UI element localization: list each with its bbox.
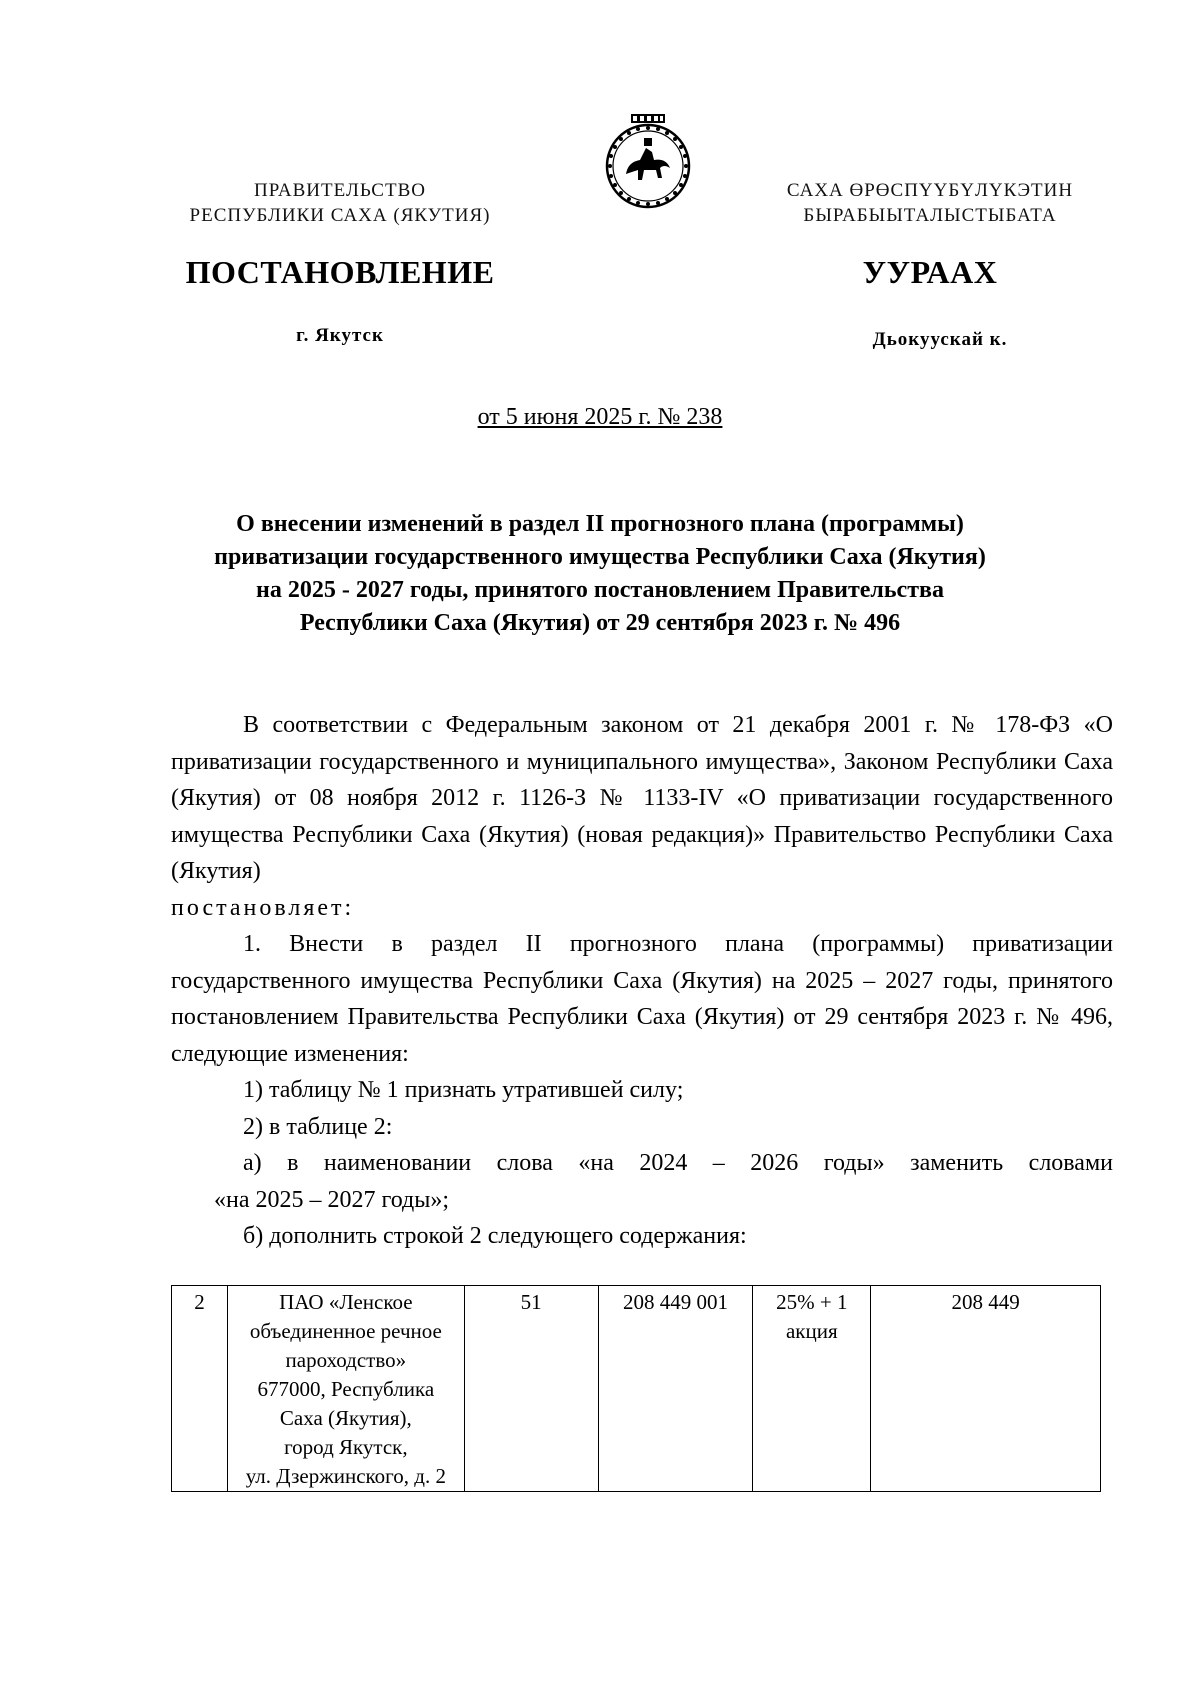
name-line-3: пароходство» — [285, 1348, 407, 1372]
document-date-number: от 5 июня 2025 г. № 238 — [477, 404, 723, 430]
left-org-name — [150, 178, 530, 228]
cell-col-5 — [753, 1286, 871, 1492]
left-org-line-2: РЕСПУБЛИКИ САХА (ЯКУТИЯ) — [189, 205, 491, 226]
col5-line-1: 25% + 1 — [776, 1290, 848, 1314]
title-line-3: на 2025 - 2027 годы, принятого постановлением Правительства — [256, 577, 944, 603]
title-line-2: приватизации государственного имущества Республики Саха (Якутия) — [214, 544, 986, 570]
sub-item-2: 2) в таблице 2: — [243, 1113, 393, 1140]
item-1-paragraph: 1. Внести в раздел II прогнозного плана (программы) приватизации государственного имущества Республики Саха (Якутия) на 2025 – 2027 годы, принятого постановлением Правительства Республики Саха (Якутия) от 29 сентября 2023 г. № 496, следующие изменения: — [171, 931, 1113, 1067]
decree-word: постановляет: — [171, 894, 355, 921]
document-body — [171, 707, 1113, 1255]
sub-item-a-line-1: а) в наименовании слова «на 2024 – 2026 годы» заменить словами — [243, 1150, 1113, 1176]
left-doctype: ПОСТАНОВЛЕНИЕ — [185, 254, 495, 290]
cell-row-number: 2 — [172, 1286, 228, 1492]
amendment-table — [171, 1285, 1101, 1492]
title-line-4: Республики Саха (Якутия) от 29 сентября 2023 г. № 496 — [299, 610, 901, 636]
name-line-2: объединенное речное — [249, 1319, 442, 1343]
left-org-line-1: ПРАВИТЕЛЬСТВО — [254, 180, 426, 201]
right-doctype: УУРААХ — [862, 254, 998, 290]
name-line-5: Саха (Якутия), — [279, 1406, 412, 1430]
left-city: г. Якутск — [296, 325, 384, 346]
name-line-7: ул. Дзержинского, д. 2 — [245, 1464, 446, 1488]
sub-item-a-line-2: «на 2025 – 2027 годы»; — [214, 1186, 450, 1213]
cell-col-4: 208 449 001 — [598, 1286, 753, 1492]
sub-item-1: 1) таблицу № 1 признать утратившей силу; — [243, 1077, 684, 1103]
table-row — [172, 1286, 1101, 1492]
name-line-4: 677000, Республика — [257, 1377, 435, 1401]
right-org-line-2: БЫРАБЫЫТАЛЫСТЫБАТА — [803, 205, 1057, 226]
cell-col-6: 208 449 — [871, 1286, 1101, 1492]
preamble-paragraph: В соответствии с Федеральным законом от 21 декабря 2001 г. № 178-ФЗ «О приватизации государственного и муниципального имущества», Законом Республики Саха (Якутия) от 08 ноября 2012 г. 1126-З № 1133-IV «О приватизации государственного имущества Республики Саха (Якутия) (новая редакция)» Правительство Республики Саха (Якутия) — [171, 712, 1113, 884]
cell-col-3: 51 — [464, 1286, 598, 1492]
right-org-name — [740, 178, 1120, 228]
sub-item-b: б) дополнить строкой 2 следующего содержания: — [243, 1223, 747, 1249]
title-line-1: О внесении изменений в раздел II прогнозного плана (программы) — [236, 511, 964, 537]
name-line-1: ПАО «Ленское — [279, 1290, 413, 1314]
right-city: Дьокуускай к. — [872, 329, 1008, 350]
col5-line-2: акция — [785, 1319, 838, 1343]
cell-property-name — [227, 1286, 464, 1492]
right-org-line-1: САХА ӨРӨСПҮҮБҮЛҮКЭТИН — [786, 180, 1074, 201]
document-title — [150, 508, 1050, 640]
coat-of-arms-emblem — [605, 112, 691, 210]
name-line-6: город Якутск, — [284, 1435, 408, 1459]
